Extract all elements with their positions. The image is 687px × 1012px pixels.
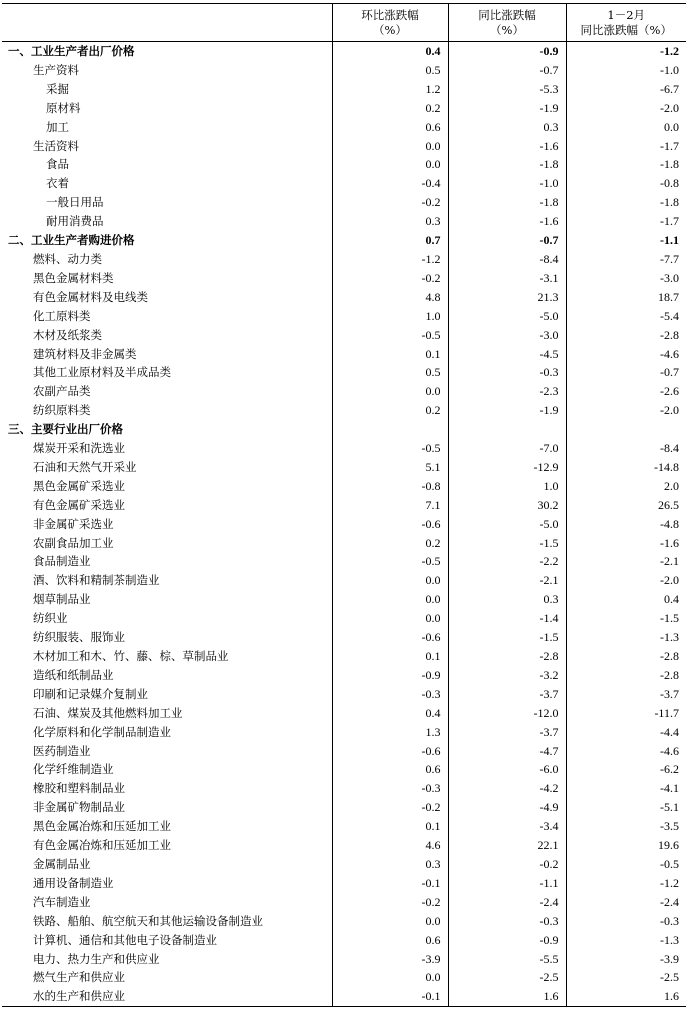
row-label: 燃料、动力类: [33, 251, 102, 266]
mom-cell: -0.2: [332, 893, 448, 912]
table-row: [2, 779, 686, 798]
ytd-cell: -1.1: [566, 231, 686, 250]
yoy-cell: 22.1: [448, 836, 566, 855]
ytd-cell: 0.4: [566, 590, 686, 609]
ytd-cell: -2.0: [566, 571, 686, 590]
table-row: [2, 307, 686, 326]
table-row: [2, 193, 686, 212]
ytd-cell: -2.8: [566, 666, 686, 685]
table-row: [2, 855, 686, 874]
ytd-cell: 18.7: [566, 288, 686, 307]
row-label: 黑色金属材料类: [33, 270, 114, 285]
ytd-cell: -1.6: [566, 534, 686, 553]
yoy-cell: -3.1: [448, 269, 566, 288]
ytd-cell: 0.0: [566, 118, 686, 137]
yoy-cell: -2.3: [448, 382, 566, 401]
yoy-cell: -0.9: [448, 931, 566, 950]
row-label: 铁路、船舶、航空航天和其他运输设备制造业: [33, 913, 263, 928]
row-label: 耐用消费品: [46, 214, 104, 229]
row-label: 有色金属矿采选业: [33, 497, 125, 512]
ytd-cell: -6.7: [566, 80, 686, 99]
row-label: 医药制造业: [33, 743, 91, 758]
mom-cell: 4.8: [332, 288, 448, 307]
table-row: [2, 704, 686, 723]
ytd-cell: -1.3: [566, 931, 686, 950]
yoy-cell: -12.9: [448, 458, 566, 477]
mom-cell: 1.3: [332, 723, 448, 742]
ytd-cell: -2.0: [566, 401, 686, 420]
table-row: [2, 174, 686, 193]
header-ytd: 1－2月 同比涨跌幅（%）: [566, 4, 686, 42]
ytd-cell: -1.5: [566, 609, 686, 628]
mom-cell: -0.1: [332, 874, 448, 893]
mom-cell: -0.8: [332, 477, 448, 496]
yoy-cell: -2.4: [448, 893, 566, 912]
table-row: [2, 609, 686, 628]
table-row: [2, 155, 686, 174]
mom-cell: -0.4: [332, 174, 448, 193]
ytd-cell: -5.1: [566, 798, 686, 817]
row-label: 化学原料和化学制品制造业: [33, 724, 171, 739]
ytd-cell: -0.7: [566, 363, 686, 382]
row-label: 非金属矿采选业: [33, 516, 114, 531]
row-label: 煤炭开采和洗选业: [33, 441, 125, 456]
row-label: 水的生产和供应业: [33, 989, 125, 1004]
table-row: [2, 742, 686, 761]
ytd-cell: -3.9: [566, 950, 686, 969]
yoy-cell: -7.0: [448, 439, 566, 458]
mom-cell: 0.3: [332, 855, 448, 874]
mom-cell: -0.5: [332, 552, 448, 571]
mom-cell: 0.4: [332, 42, 448, 61]
table-row: [2, 552, 686, 571]
table-row: [2, 987, 686, 1006]
table-row: [2, 137, 686, 156]
ytd-cell: -4.1: [566, 779, 686, 798]
ytd-cell: -4.4: [566, 723, 686, 742]
row-label: 黑色金属矿采选业: [33, 478, 125, 493]
row-label: 酒、饮料和精制茶制造业: [33, 573, 160, 588]
table-row: [2, 968, 686, 987]
yoy-cell: -3.2: [448, 666, 566, 685]
yoy-cell: -1.9: [448, 99, 566, 118]
ytd-cell: -2.4: [566, 893, 686, 912]
row-label: 燃气生产和供应业: [33, 970, 125, 985]
table-row: [2, 439, 686, 458]
mom-cell: [332, 420, 448, 439]
mom-cell: 0.0: [332, 968, 448, 987]
ytd-cell: -2.1: [566, 552, 686, 571]
table-row: [2, 893, 686, 912]
table-row: [2, 874, 686, 893]
mom-cell: 0.1: [332, 817, 448, 836]
yoy-cell: -1.8: [448, 155, 566, 174]
ytd-cell: -2.6: [566, 382, 686, 401]
table-row: [2, 458, 686, 477]
yoy-cell: -12.0: [448, 704, 566, 723]
yoy-cell: -3.7: [448, 723, 566, 742]
row-label: 电力、热力生产和供应业: [33, 951, 160, 966]
ytd-cell: 19.6: [566, 836, 686, 855]
table-row: [2, 798, 686, 817]
table-row: [2, 647, 686, 666]
ytd-cell: 1.6: [566, 987, 686, 1006]
yoy-cell: -3.7: [448, 685, 566, 704]
table-row: [2, 401, 686, 420]
mom-cell: -0.2: [332, 798, 448, 817]
ytd-cell: -14.8: [566, 458, 686, 477]
yoy-cell: -1.9: [448, 401, 566, 420]
mom-cell: -0.1: [332, 987, 448, 1006]
row-label: 石油和天然气开采业: [33, 459, 137, 474]
row-label: 采掘: [46, 81, 69, 96]
header-row: [2, 4, 686, 42]
mom-cell: 0.0: [332, 137, 448, 156]
table-row: [2, 760, 686, 779]
mom-cell: 0.0: [332, 590, 448, 609]
table-row: [2, 269, 686, 288]
table-row: [2, 345, 686, 364]
row-label: 食品制造业: [33, 554, 91, 569]
mom-cell: 1.2: [332, 80, 448, 99]
mom-cell: 7.1: [332, 496, 448, 515]
mom-cell: -0.2: [332, 193, 448, 212]
header-yoy: 同比涨跌幅 （%）: [448, 4, 566, 42]
row-label: 食品: [46, 157, 69, 172]
table-row: [2, 99, 686, 118]
table-row: [2, 326, 686, 345]
mom-cell: 0.6: [332, 760, 448, 779]
row-label: 衣着: [46, 176, 69, 191]
mom-cell: 0.1: [332, 345, 448, 364]
yoy-cell: 1.0: [448, 477, 566, 496]
row-label: 其他工业原材料及半成品类: [33, 365, 171, 380]
mom-cell: -0.2: [332, 269, 448, 288]
mom-cell: 0.5: [332, 61, 448, 80]
yoy-cell: [448, 420, 566, 439]
table-row: [2, 590, 686, 609]
row-label: 有色金属材料及电线类: [33, 289, 148, 304]
table-row: [2, 496, 686, 515]
ytd-cell: -1.8: [566, 155, 686, 174]
ytd-cell: -2.8: [566, 326, 686, 345]
ytd-cell: -8.4: [566, 439, 686, 458]
table-row: [2, 912, 686, 931]
row-label: 通用设备制造业: [33, 875, 114, 890]
row-label: 纺织业: [33, 611, 68, 626]
yoy-cell: 0.3: [448, 590, 566, 609]
ytd-cell: -4.8: [566, 515, 686, 534]
mom-cell: -0.3: [332, 779, 448, 798]
table-row: [2, 363, 686, 382]
yoy-cell: -4.7: [448, 742, 566, 761]
yoy-cell: -5.5: [448, 950, 566, 969]
ytd-cell: -2.5: [566, 968, 686, 987]
mom-cell: 4.6: [332, 836, 448, 855]
row-label: 农副食品加工业: [33, 535, 114, 550]
price-index-table: [2, 3, 686, 1007]
row-label: 橡胶和塑料制品业: [33, 781, 125, 796]
yoy-cell: -1.6: [448, 137, 566, 156]
mom-cell: 0.0: [332, 912, 448, 931]
yoy-cell: -1.6: [448, 212, 566, 231]
mom-cell: 5.1: [332, 458, 448, 477]
table-row: [2, 817, 686, 836]
table-row: [2, 836, 686, 855]
table-row: [2, 288, 686, 307]
table-row: [2, 666, 686, 685]
header-mom: 环比涨跌幅 （%）: [332, 4, 448, 42]
row-label: 三、主要行业出厂价格: [8, 422, 123, 437]
yoy-cell: -0.3: [448, 363, 566, 382]
row-label: 造纸和纸制品业: [33, 667, 114, 682]
mom-cell: -1.2: [332, 250, 448, 269]
section-row: [2, 231, 686, 250]
yoy-cell: -0.9: [448, 42, 566, 61]
yoy-cell: 1.6: [448, 987, 566, 1006]
ytd-cell: -1.3: [566, 628, 686, 647]
yoy-cell: -1.4: [448, 609, 566, 628]
table-row: [2, 61, 686, 80]
ytd-cell: -0.8: [566, 174, 686, 193]
mom-cell: -0.5: [332, 326, 448, 345]
row-label: 化工原料类: [33, 308, 91, 323]
mom-cell: 1.0: [332, 307, 448, 326]
ytd-cell: -5.4: [566, 307, 686, 326]
table-row: [2, 723, 686, 742]
row-label: 黑色金属冶炼和压延加工业: [33, 819, 171, 834]
section-row: [2, 420, 686, 439]
ytd-cell: -1.2: [566, 874, 686, 893]
row-label: 二、工业生产者购进价格: [8, 233, 135, 248]
yoy-cell: 30.2: [448, 496, 566, 515]
row-label: 生活资料: [33, 138, 79, 153]
mom-cell: -0.6: [332, 515, 448, 534]
mom-cell: 0.4: [332, 704, 448, 723]
ytd-cell: -3.5: [566, 817, 686, 836]
row-label: 木材及纸浆类: [33, 327, 102, 342]
ytd-cell: 2.0: [566, 477, 686, 496]
mom-cell: 0.6: [332, 931, 448, 950]
yoy-cell: -0.7: [448, 61, 566, 80]
yoy-cell: -1.5: [448, 628, 566, 647]
row-label: 化学纤维制造业: [33, 762, 114, 777]
ytd-cell: -2.8: [566, 647, 686, 666]
table-row: [2, 382, 686, 401]
row-label: 非金属矿物制品业: [33, 800, 125, 815]
ytd-cell: -1.7: [566, 212, 686, 231]
table-row: [2, 931, 686, 950]
yoy-cell: -5.0: [448, 307, 566, 326]
yoy-cell: -0.7: [448, 231, 566, 250]
table-row: [2, 571, 686, 590]
row-label: 生产资料: [33, 62, 79, 77]
mom-cell: -0.6: [332, 742, 448, 761]
row-label: 加工: [46, 119, 69, 134]
table-row: [2, 950, 686, 969]
row-label: 烟草制品业: [33, 592, 91, 607]
row-label: 印刷和记录媒介复制业: [33, 686, 148, 701]
yoy-cell: -8.4: [448, 250, 566, 269]
mom-cell: 0.0: [332, 382, 448, 401]
header-empty: [2, 4, 332, 42]
yoy-cell: -4.9: [448, 798, 566, 817]
yoy-cell: -1.1: [448, 874, 566, 893]
mom-cell: -3.9: [332, 950, 448, 969]
ytd-cell: -7.7: [566, 250, 686, 269]
row-label: 一般日用品: [46, 195, 104, 210]
table-row: [2, 685, 686, 704]
yoy-cell: -5.0: [448, 515, 566, 534]
table-row: [2, 477, 686, 496]
row-label: 农副产品类: [33, 384, 91, 399]
row-label: 木材加工和木、竹、藤、棕、草制品业: [33, 649, 229, 663]
row-label: 一、工业生产者出厂价格: [8, 44, 135, 58]
ytd-cell: -1.8: [566, 193, 686, 212]
ytd-cell: -4.6: [566, 345, 686, 364]
yoy-cell: -2.5: [448, 968, 566, 987]
yoy-cell: -4.2: [448, 779, 566, 798]
mom-cell: 0.2: [332, 534, 448, 553]
mom-cell: 0.2: [332, 99, 448, 118]
table-row: [2, 628, 686, 647]
yoy-cell: -1.0: [448, 174, 566, 193]
yoy-cell: -3.0: [448, 326, 566, 345]
table-row: [2, 118, 686, 137]
yoy-cell: -2.1: [448, 571, 566, 590]
yoy-cell: -2.8: [448, 647, 566, 666]
table-row: [2, 80, 686, 99]
row-label: 有色金属冶炼和压延加工业: [33, 838, 171, 853]
mom-cell: 0.3: [332, 212, 448, 231]
mom-cell: -0.9: [332, 666, 448, 685]
row-label: 金属制品业: [33, 856, 91, 871]
yoy-cell: -2.2: [448, 552, 566, 571]
mom-cell: 0.6: [332, 118, 448, 137]
row-label: 纺织服装、服饰业: [33, 630, 125, 645]
ytd-cell: -4.6: [566, 742, 686, 761]
ytd-cell: -1.2: [566, 42, 686, 61]
ytd-cell: -3.7: [566, 685, 686, 704]
ytd-cell: -3.0: [566, 269, 686, 288]
row-label: 原材料: [46, 100, 81, 115]
yoy-cell: -0.2: [448, 855, 566, 874]
row-label: 汽车制造业: [33, 894, 91, 909]
mom-cell: -0.6: [332, 628, 448, 647]
ytd-cell: 26.5: [566, 496, 686, 515]
table-row: [2, 534, 686, 553]
yoy-cell: -1.5: [448, 534, 566, 553]
mom-cell: 0.0: [332, 155, 448, 174]
yoy-cell: 0.3: [448, 118, 566, 137]
ytd-cell: -1.7: [566, 137, 686, 156]
yoy-cell: -6.0: [448, 760, 566, 779]
ytd-cell: -6.2: [566, 760, 686, 779]
row-label: 计算机、通信和其他电子设备制造业: [33, 932, 217, 947]
yoy-cell: -5.3: [448, 80, 566, 99]
table-row: [2, 250, 686, 269]
table-row: [2, 515, 686, 534]
mom-cell: 0.0: [332, 609, 448, 628]
ytd-cell: -2.0: [566, 99, 686, 118]
mom-cell: 0.1: [332, 647, 448, 666]
yoy-cell: -3.4: [448, 817, 566, 836]
row-label: 纺织原料类: [33, 403, 91, 418]
row-label: 石油、煤炭及其他燃料加工业: [33, 705, 183, 720]
ytd-cell: -0.5: [566, 855, 686, 874]
yoy-cell: -4.5: [448, 345, 566, 364]
row-label: 建筑材料及非金属类: [33, 346, 137, 361]
mom-cell: 0.7: [332, 231, 448, 250]
yoy-cell: -1.8: [448, 193, 566, 212]
table-row: [2, 212, 686, 231]
mom-cell: 0.0: [332, 571, 448, 590]
mom-cell: -0.5: [332, 439, 448, 458]
ytd-cell: -0.3: [566, 912, 686, 931]
mom-cell: 0.5: [332, 363, 448, 382]
section-row: [2, 42, 686, 61]
yoy-cell: 21.3: [448, 288, 566, 307]
ytd-cell: -1.0: [566, 61, 686, 80]
ytd-cell: -11.7: [566, 704, 686, 723]
mom-cell: -0.3: [332, 685, 448, 704]
yoy-cell: -0.3: [448, 912, 566, 931]
ytd-cell: [566, 420, 686, 439]
mom-cell: 0.2: [332, 401, 448, 420]
